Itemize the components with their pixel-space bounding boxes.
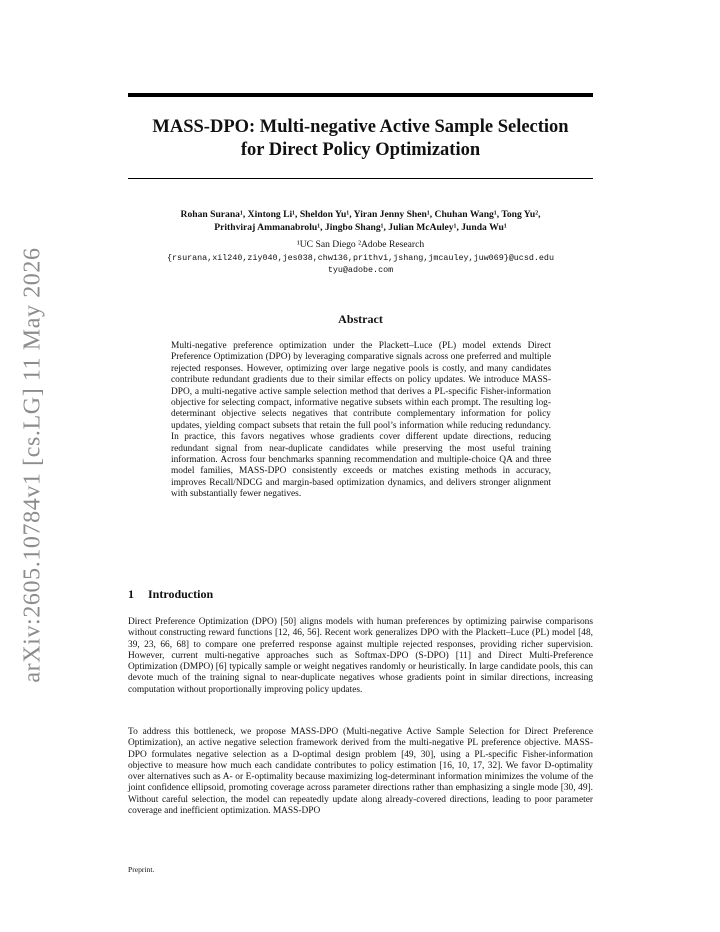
email-line: tyu@adobe.com: [327, 265, 394, 275]
title-line: for Direct Policy Optimization: [240, 140, 481, 160]
affiliations: ¹UC San Diego ²Adobe Research: [296, 239, 425, 250]
preprint-footer: Preprint.: [128, 865, 155, 874]
paper-title: [128, 116, 593, 162]
intro-paragraph: Direct Preference Optimization (DPO) [50] aligns models with human preferences by optimizing pairwise comparisons without constructing reward functions [12, 46, 56]. Recent work generalizes DPO with the Plackett–Luce (PL) model [48, 39, 23, 66, 68] to compare one preferred response against multiple rejected responses, providing richer supervision. However, current multi-negative approaches such as Softmax-DPO (S-DPO) [11] and Direct Multi-Preference Optimization (DMPO) [6] typically sample or weight negatives randomly or heuristically. In large candidate pools, this can devote much of the training signal to near-duplicate negatives whose gradients point in similar directions, increasing computation without proportionally improving policy updates.: [128, 617, 593, 695]
section-title: Introduction: [148, 587, 214, 601]
title-line: MASS-DPO: Multi-negative Active Sample Selection: [152, 117, 569, 137]
intro-paragraph: To address this bottleneck, we propose MASS-DPO (Multi-negative Active Sample Selection for Direct Preference Optimization), an active negative selection framework derived from the multi-negative PL preference objective. MASS-DPO formulates negative selection as a D-optimal design problem [49, 30], using a PL-specific Fisher-information objective to measure how much each candidate contributes to policy estimation [16, 10, 17, 32]. We favor D-optimality over alternatives such as A- or E-optimality because maximizing log-determinant information minimizes the volume of the joint confidence ellipsoid, promoting coverage across parameter directions rather than emphasizing a single mode [30, 49]. Without careful selection, the model can repeatedly update along already-covered directions, leading to poor parameter coverage and inefficient optimization. MASS-DPO: [128, 727, 593, 817]
section-heading-introduction: [128, 587, 593, 602]
author-emails: [118, 252, 603, 276]
section-number: 1: [128, 587, 134, 601]
author-line: Rohan Surana¹, Xintong Li¹, Sheldon Yu¹, Yiran Jenny Shen¹, Chuhan Wang¹, Tong Yu²,: [180, 209, 541, 220]
title-top-rule: [128, 93, 593, 97]
abstract-text: Multi-negative preference optimization under the Plackett–Luce (PL) model extends Direct Preference Optimization (DPO) by leveraging comparative signals across one preferred and multiple rejected responses. However, optimizing over large negative pools is costly, and many candidates contribute redundant gradients due to their similar effects on policy updates. We introduce MASS-DPO, a multi-negative active sample selection method that derives a PL-specific Fisher-information objective for selecting compact, informative negative subsets within each prompt. The resulting log-determinant objective selects negatives that contribute complementary information for policy updates, yielding compact subsets that retain the full pool’s information while reducing redundancy. In practice, this favors negatives whose gradients cover different update directions, reducing redundant signal from near-duplicate candidates while preserving the most useful training information. Across four benchmarks spanning recommendation and multiple-choice QA and three model families, MASS-DPO consistently exceeds or matches existing methods in accuracy, improves Recall/NDCG and margin-based optimization dynamics, and delivers stronger alignment with substantially fewer negatives.: [171, 341, 551, 500]
author-line: Prithviraj Ammanabrolu¹, Jingbo Shang¹, Julian McAuley¹, Junda Wu¹: [214, 221, 507, 233]
arxiv-identifier: arXiv:2605.10784v1 [cs.LG] 11 May 2026: [19, 247, 46, 683]
email-line: {rsurana,xil240,ziy040,jes038,chw136,prithvi,jshang,jmcauley,juw069}@ucsd.edu: [167, 253, 554, 263]
title-bottom-rule: [128, 178, 593, 179]
author-list: [118, 209, 603, 234]
abstract-heading: Abstract: [338, 312, 383, 326]
